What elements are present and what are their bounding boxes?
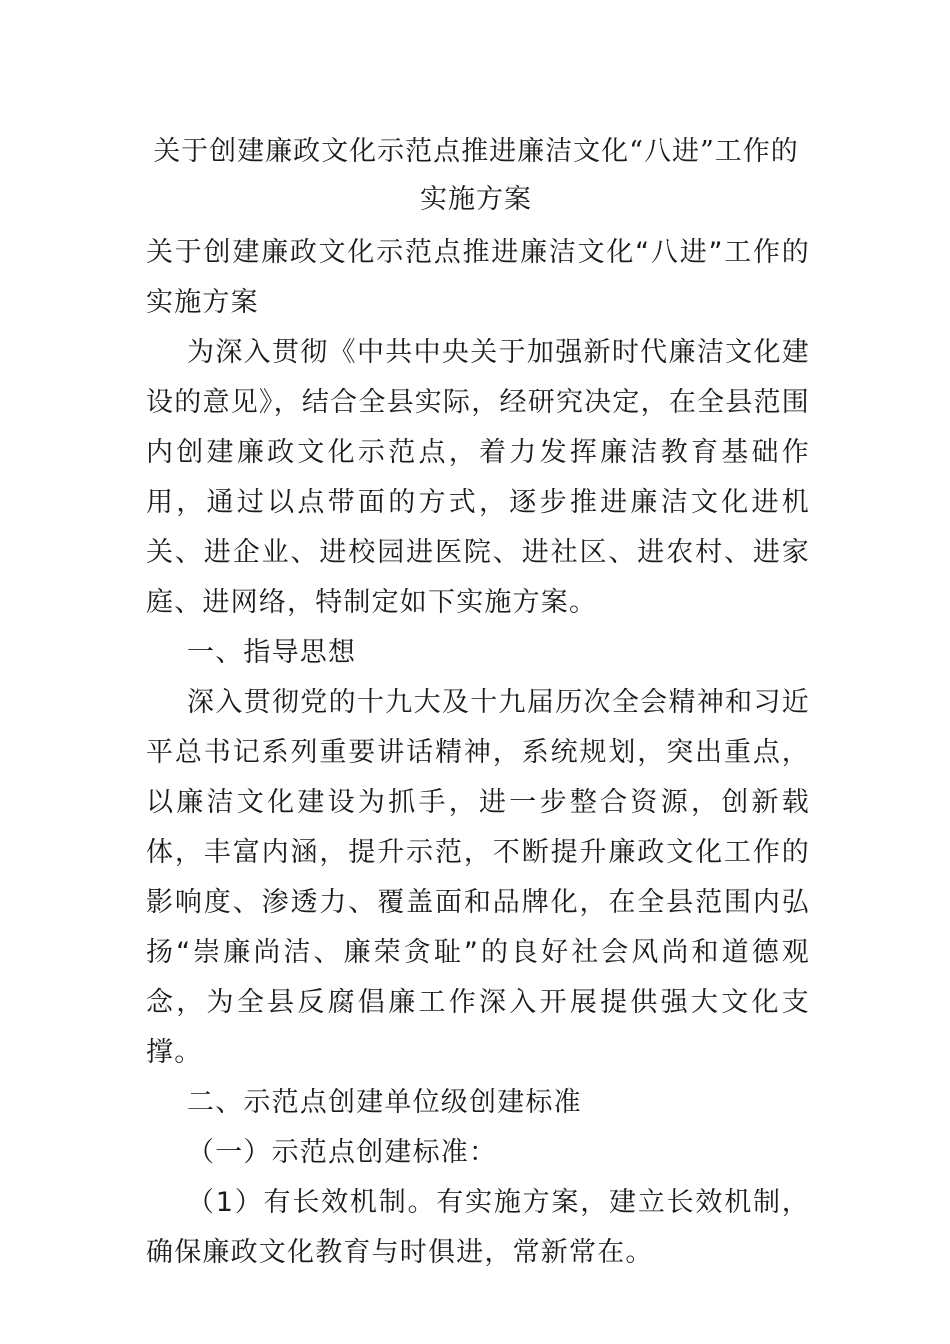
standard-item-1: （1）有长效机制。有实施方案，建立长效机制，确保廉政文化教育与时俱进，常新常在。 [146, 1187, 810, 1268]
guiding-thought-paragraph: 深入贯彻党的十九大及十九届历次全会精神和习近平总书记系列重要讲话精神，系统规划，突出重点，以廉洁文化建设为抓手，进一步整合资源，创新载体，丰富内涵，提升示范，不断提升廉政文化工作的影响度、渗透力、覆盖面和品牌化，在全县范围内弘扬“崇廉尚洁、廉荣贪耻”的良好社会风尚和道德观念，为全县反腐倡廉工作深入开展提供强大文化支撑。 [146, 687, 810, 1068]
section-heading-standards: 二、示范点创建单位级创建标准 [187, 1087, 582, 1118]
repeated-title-paragraph: 关于创建廉政文化示范点推进廉洁文化“八进”工作的实施方案 [146, 237, 810, 318]
intro-paragraph: 为深入贯彻《中共中央关于加强新时代廉洁文化建设的意见》，结合全县实际，经研究决定，在全县范围内创建廉政文化示范点，着力发挥廉洁教育基础作用，通过以点带面的方式，逐步推进廉洁文化进机关、进企业、进校园进医院、进社区、进农村、进家庭、进网络，特制定如下实施方案。 [146, 337, 810, 618]
document-title: 关于创建廉政文化示范点推进廉洁文化“八进”工作的实施方案 [153, 136, 799, 215]
section-heading-guiding-thought: 一、指导思想 [187, 637, 357, 668]
document-body [146, 228, 810, 1278]
subsection-heading-standards: （一）示范点创建标准： [187, 1137, 498, 1168]
